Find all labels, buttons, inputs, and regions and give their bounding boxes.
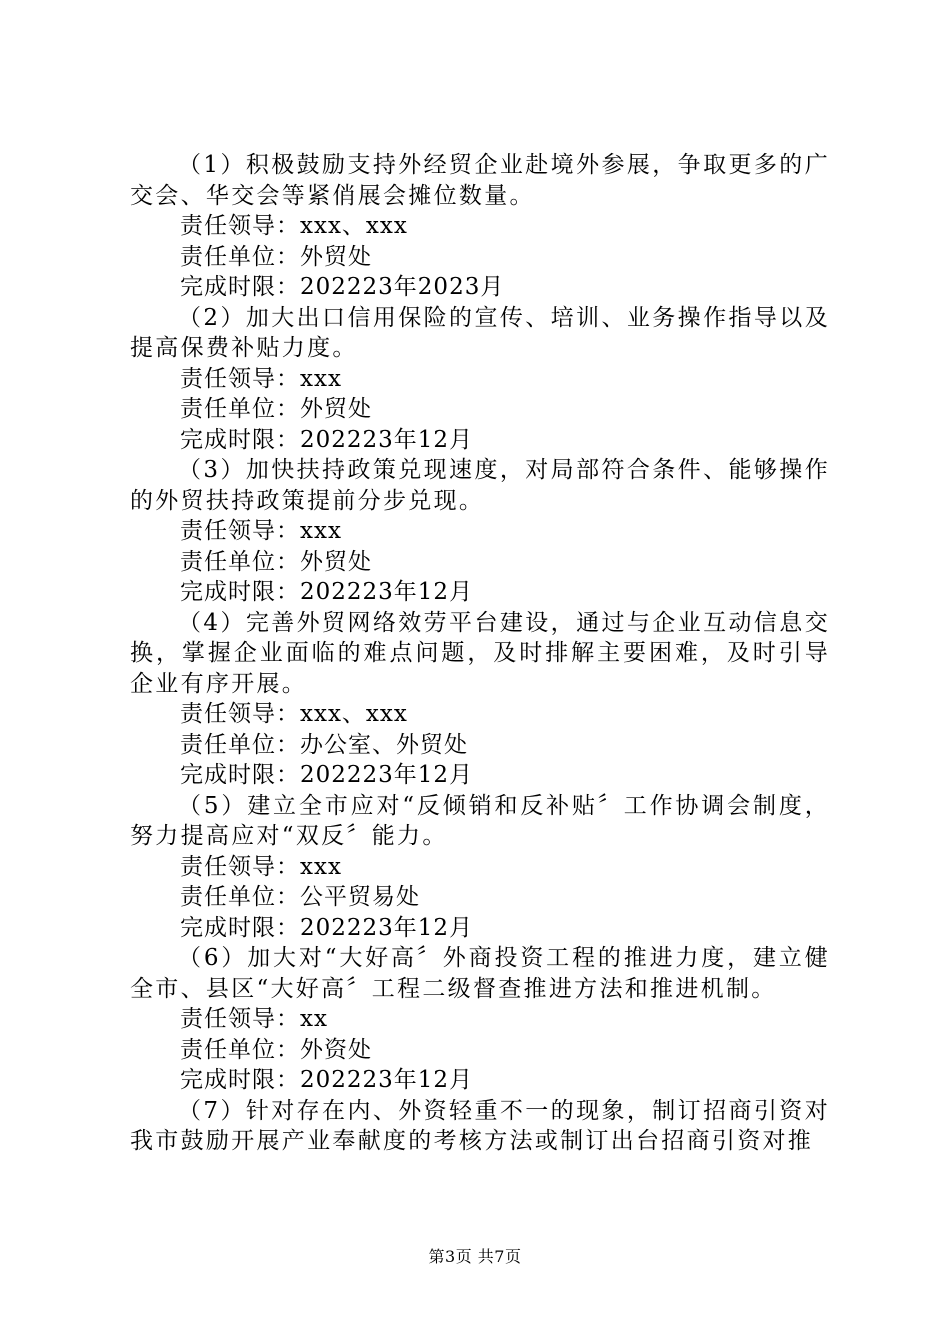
item-3-text: （3）加快扶持政策兑现速度，对局部符合条件、能够操作的外贸扶持政策提前分步兑现。 xyxy=(130,457,830,514)
item-2-text: （2）加大出口信用保险的宣传、培训、业务操作指导以及提高保费补贴力度。 xyxy=(130,304,830,361)
item-1-unit: 责任单位：外贸处 xyxy=(180,243,372,270)
item-3-unit: 责任单位：外贸处 xyxy=(180,548,372,575)
item-3-deadline: 完成时限：202223年12月 xyxy=(180,579,474,605)
item-6-deadline: 完成时限：202223年12月 xyxy=(180,1067,474,1093)
item-4-leader: 责任领导：xxx、xxx xyxy=(180,701,408,727)
document-body xyxy=(130,150,830,1157)
item-7-text: （7）针对存在内、外资轻重不一的现象，制订招商引资对我市鼓励开展产业奉献度的考核方法或制订出台招商引资对推 xyxy=(130,1097,830,1154)
item-4-unit: 责任单位：办公室、外贸处 xyxy=(180,731,468,758)
item-6-text: （6）加大对“大好高〞外商投资工程的推进力度，建立健全市、县区“大好高〞工程二级督查推进方法和推进机制。 xyxy=(130,945,830,1002)
item-5-deadline: 完成时限：202223年12月 xyxy=(180,914,474,941)
item-6-leader: 责任领导：xx xyxy=(180,1006,328,1032)
item-2-unit: 责任单位：外贸处 xyxy=(180,396,372,422)
item-4-text: （4）完善外贸网络效劳平台建设，通过与企业互动信息交换，掌握企业面临的难点问题，及时排解主要困难，及时引导企业有序开展。 xyxy=(130,609,830,697)
item-4-deadline: 完成时限：202223年12月 xyxy=(180,762,474,788)
item-5-leader: 责任领导：xxx xyxy=(180,853,342,880)
item-6-unit: 责任单位：外资处 xyxy=(180,1036,372,1063)
item-1-text: （1）积极鼓励支持外经贸企业赴境外参展，争取更多的广交会、华交会等紧俏展会摊位数量。 xyxy=(130,152,830,209)
item-1-leader: 责任领导：xxx、xxx xyxy=(180,213,408,239)
item-3-leader: 责任领导：xxx xyxy=(180,518,342,544)
item-5-unit: 责任单位：公平贸易处 xyxy=(180,884,420,910)
item-5-text: （5）建立全市应对“反倾销和反补贴〞工作协调会制度，努力提高应对“双反〞能力。 xyxy=(130,792,830,849)
item-1-deadline: 完成时限：202223年2023月 xyxy=(180,274,505,300)
page-footer: 第3页 共7页 xyxy=(428,1247,522,1266)
item-2-leader: 责任领导：xxx xyxy=(180,365,342,392)
item-2-deadline: 完成时限：202223年12月 xyxy=(180,426,474,453)
